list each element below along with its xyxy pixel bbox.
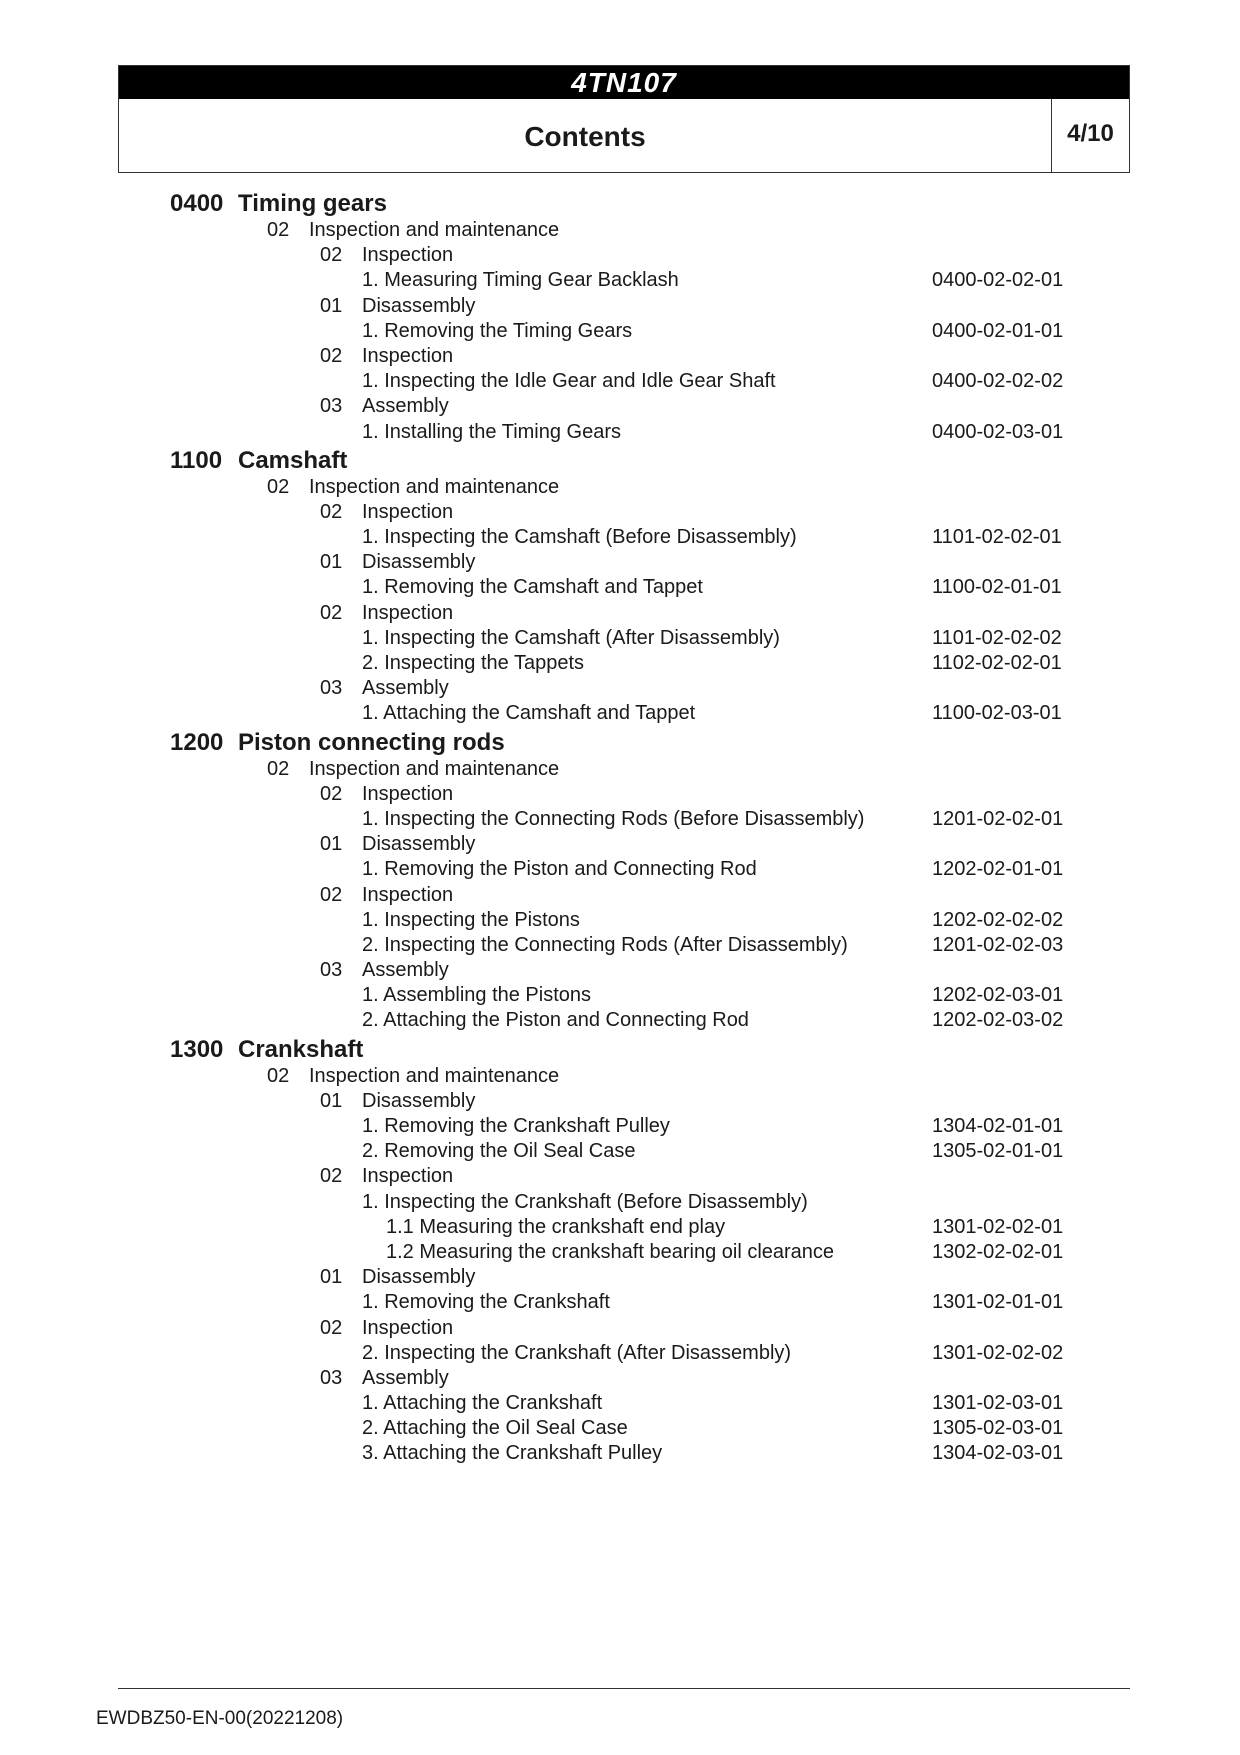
page-title: Contents bbox=[524, 121, 646, 152]
toc-entry bbox=[0, 601, 1240, 626]
entry-title: 1.2 Measuring the crankshaft bearing oil clearance bbox=[386, 1240, 835, 1263]
entry-title: 1. Installing the Timing Gears bbox=[362, 420, 622, 443]
entry-title: 1. Removing the Camshaft and Tappet bbox=[362, 576, 703, 599]
toc-entry bbox=[0, 1265, 1240, 1290]
toc-entry[interactable] bbox=[0, 807, 1240, 832]
entry-title: 1. Removing the Piston and Connecting Rod bbox=[362, 858, 757, 881]
entry-title: Disassembly bbox=[362, 294, 476, 317]
entry-title: Inspection bbox=[362, 344, 454, 367]
section-title: Crankshaft bbox=[238, 1035, 364, 1063]
entry-code: 02 bbox=[320, 500, 343, 523]
entry-title: 1. Removing the Timing Gears bbox=[362, 319, 633, 342]
toc-entry[interactable] bbox=[0, 1290, 1240, 1315]
entry-code: 02 bbox=[320, 601, 343, 624]
toc-entry bbox=[0, 1064, 1240, 1089]
entry-title: 1.1 Measuring the crankshaft end play bbox=[386, 1215, 726, 1238]
section-heading[interactable] bbox=[0, 727, 1240, 757]
entry-title: Inspection bbox=[362, 244, 454, 267]
toc-entry bbox=[0, 1190, 1240, 1215]
entry-reference[interactable]: 1102-02-02-01 bbox=[932, 652, 1062, 674]
entry-title: 3. Attaching the Crankshaft Pulley bbox=[362, 1442, 663, 1465]
entry-reference[interactable]: 1100-02-01-01 bbox=[932, 576, 1062, 599]
entry-title: 2. Attaching the Oil Seal Case bbox=[362, 1417, 628, 1440]
toc-entry bbox=[0, 294, 1240, 319]
toc-entry[interactable] bbox=[0, 575, 1240, 600]
toc-entry bbox=[0, 782, 1240, 807]
toc-entry[interactable] bbox=[0, 701, 1240, 726]
entry-title: 2. Inspecting the Crankshaft (After Disassembly) bbox=[362, 1341, 792, 1364]
entry-code: 01 bbox=[320, 1089, 343, 1112]
toc-entry[interactable] bbox=[0, 1441, 1240, 1466]
toc-entry[interactable] bbox=[0, 1139, 1240, 1164]
entry-reference[interactable]: 1301-02-02-01 bbox=[932, 1215, 1064, 1238]
entry-reference[interactable]: 1201-02-02-03 bbox=[932, 933, 1064, 956]
section-heading[interactable] bbox=[0, 445, 1240, 475]
entry-code: 01 bbox=[320, 294, 343, 317]
entry-code: 02 bbox=[267, 757, 290, 780]
entry-title: Inspection and maintenance bbox=[309, 1064, 560, 1087]
toc-entry[interactable] bbox=[0, 319, 1240, 344]
toc-entry bbox=[0, 958, 1240, 983]
entry-code: 02 bbox=[320, 244, 343, 267]
entry-title: Disassembly bbox=[362, 1266, 476, 1289]
toc-entry bbox=[0, 394, 1240, 419]
entry-code: 01 bbox=[320, 833, 343, 856]
footer-doc-id: EWDBZ50-EN-00(20221208) bbox=[96, 1708, 344, 1729]
entry-title: Inspection bbox=[362, 1316, 454, 1339]
entry-code: 02 bbox=[267, 475, 290, 498]
entry-title: Inspection bbox=[362, 782, 454, 805]
entry-title: Inspection bbox=[362, 500, 454, 523]
toc-entry bbox=[0, 344, 1240, 369]
entry-title: 2. Inspecting the Tappets bbox=[362, 652, 585, 674]
section-title: Timing gears bbox=[238, 190, 387, 217]
entry-title: 2. Attaching the Piston and Connecting Rod bbox=[362, 1009, 749, 1032]
toc-entry[interactable] bbox=[0, 1341, 1240, 1366]
toc-entry[interactable] bbox=[0, 933, 1240, 958]
toc-entry[interactable] bbox=[0, 983, 1240, 1008]
section-heading[interactable] bbox=[0, 188, 1240, 218]
toc-entry bbox=[0, 757, 1240, 782]
section-code: 1300 bbox=[170, 1035, 224, 1063]
toc-entry[interactable] bbox=[0, 1240, 1240, 1265]
toc-entry[interactable] bbox=[0, 857, 1240, 882]
entry-code: 02 bbox=[320, 1316, 343, 1339]
entry-title: 1. Inspecting the Idle Gear and Idle Gear Shaft bbox=[362, 370, 776, 393]
entry-title: Disassembly bbox=[362, 1089, 476, 1112]
page-header bbox=[118, 65, 1130, 173]
toc-entry[interactable] bbox=[0, 525, 1240, 550]
toc-entry bbox=[0, 1366, 1240, 1391]
toc-entry[interactable] bbox=[0, 1416, 1240, 1441]
entry-title: 1. Attaching the Camshaft and Tappet bbox=[362, 702, 696, 725]
entry-title: Assembly bbox=[362, 1366, 449, 1389]
entry-reference[interactable]: 1304-02-01-01 bbox=[932, 1115, 1064, 1137]
toc-entry bbox=[0, 1089, 1240, 1114]
entry-code: 03 bbox=[320, 677, 343, 700]
entry-title: 1. Measuring Timing Gear Backlash bbox=[362, 269, 679, 292]
entry-code: 01 bbox=[320, 551, 343, 574]
entry-title: Inspection and maintenance bbox=[309, 475, 560, 498]
entry-title: 1. Inspecting the Camshaft (After Disassembly) bbox=[362, 626, 780, 649]
entry-code: 02 bbox=[320, 1165, 343, 1188]
toc-entry[interactable] bbox=[0, 1008, 1240, 1033]
toc-entry bbox=[0, 550, 1240, 575]
entry-reference[interactable]: 0400-02-02-01 bbox=[932, 269, 1064, 292]
toc-entry bbox=[0, 832, 1240, 857]
entry-reference[interactable]: 1301-02-01-01 bbox=[932, 1291, 1064, 1314]
toc-entry[interactable] bbox=[0, 1114, 1240, 1139]
toc-entry[interactable] bbox=[0, 626, 1240, 651]
table-of-contents bbox=[0, 188, 1240, 1467]
entry-title: Inspection bbox=[362, 1165, 454, 1188]
entry-title: 2. Removing the Oil Seal Case bbox=[362, 1140, 636, 1163]
entry-reference[interactable]: 0400-02-02-02 bbox=[932, 370, 1064, 393]
toc-entry bbox=[0, 475, 1240, 500]
entry-reference[interactable]: 1304-02-03-01 bbox=[932, 1442, 1064, 1465]
section-code: 0400 bbox=[170, 190, 224, 217]
entry-reference[interactable]: 1202-02-03-02 bbox=[932, 1009, 1064, 1032]
entry-code: 03 bbox=[320, 395, 343, 418]
entry-title: Assembly bbox=[362, 677, 449, 700]
entry-reference[interactable]: 1305-02-03-01 bbox=[932, 1417, 1064, 1440]
entry-title: 1. Inspecting the Camshaft (Before Disassembly) bbox=[362, 526, 797, 549]
entry-title: Assembly bbox=[362, 395, 449, 418]
entry-reference[interactable]: 1201-02-02-01 bbox=[932, 807, 1064, 830]
entry-reference[interactable]: 1101-02-02-02 bbox=[932, 626, 1062, 649]
entry-code: 02 bbox=[267, 219, 290, 241]
entry-title: Inspection and maintenance bbox=[309, 757, 560, 780]
entry-title: 2. Inspecting the Connecting Rods (After Disassembly) bbox=[362, 933, 848, 956]
section-title: Piston connecting rods bbox=[238, 728, 505, 756]
entry-title: Inspection bbox=[362, 601, 454, 624]
entry-code: 03 bbox=[320, 1366, 343, 1389]
section-title: Camshaft bbox=[238, 446, 348, 474]
entry-title: 1. Inspecting the Pistons bbox=[362, 908, 580, 931]
entry-reference[interactable]: 1100-02-03-01 bbox=[932, 702, 1062, 725]
section-code: 1200 bbox=[170, 728, 224, 756]
toc-entry bbox=[0, 676, 1240, 701]
toc-entry bbox=[0, 1316, 1240, 1341]
entry-title: Disassembly bbox=[362, 551, 476, 574]
entry-title: 1. Removing the Crankshaft Pulley bbox=[362, 1115, 670, 1137]
toc-entry[interactable] bbox=[0, 908, 1240, 933]
entry-reference[interactable]: 1305-02-01-01 bbox=[932, 1140, 1064, 1163]
entry-reference[interactable]: 1202-02-02-02 bbox=[932, 908, 1064, 931]
entry-code: 02 bbox=[267, 1064, 290, 1087]
toc-entry[interactable] bbox=[0, 1391, 1240, 1416]
entry-code: 02 bbox=[320, 883, 343, 906]
entry-title: Disassembly bbox=[362, 833, 476, 856]
entry-code: 01 bbox=[320, 1266, 343, 1289]
entry-title: 1. Removing the Crankshaft bbox=[362, 1291, 610, 1314]
entry-title: Inspection bbox=[362, 883, 454, 906]
entry-title: Inspection and maintenance bbox=[309, 219, 560, 241]
entry-reference[interactable]: 1301-02-02-02 bbox=[932, 1341, 1064, 1364]
entry-reference[interactable]: 0400-02-03-01 bbox=[932, 420, 1064, 443]
entry-code: 03 bbox=[320, 959, 343, 982]
footer-divider bbox=[118, 1688, 1130, 1689]
title-row bbox=[119, 99, 1129, 172]
entry-code: 02 bbox=[320, 782, 343, 805]
entry-reference[interactable]: 1202-02-03-01 bbox=[932, 984, 1064, 1007]
entry-reference[interactable]: 1101-02-02-01 bbox=[932, 526, 1062, 549]
entry-title: 1. Inspecting the Crankshaft (Before Disassembly) bbox=[362, 1190, 808, 1213]
toc-entry bbox=[0, 243, 1240, 268]
toc-entry[interactable] bbox=[0, 268, 1240, 293]
entry-reference[interactable]: 1302-02-02-01 bbox=[932, 1240, 1064, 1263]
entry-title: 1. Attaching the Crankshaft bbox=[362, 1392, 603, 1415]
toc-entry bbox=[0, 1164, 1240, 1189]
toc-entry[interactable] bbox=[0, 1215, 1240, 1240]
toc-entry bbox=[0, 218, 1240, 243]
toc-entry bbox=[0, 500, 1240, 525]
entry-reference[interactable]: 0400-02-01-01 bbox=[932, 319, 1064, 342]
page-number: 4/10 bbox=[1051, 99, 1129, 172]
entry-title: Assembly bbox=[362, 959, 449, 982]
toc-entry[interactable] bbox=[0, 420, 1240, 445]
entry-title: 1. Assembling the Pistons bbox=[362, 984, 592, 1007]
section-heading[interactable] bbox=[0, 1034, 1240, 1064]
entry-title: 1. Inspecting the Connecting Rods (Before Disassembly) bbox=[362, 807, 865, 830]
model-banner: 4TN107 bbox=[119, 66, 1129, 99]
entry-reference[interactable]: 1202-02-01-01 bbox=[932, 858, 1064, 881]
entry-code: 02 bbox=[320, 344, 343, 367]
toc-entry[interactable] bbox=[0, 369, 1240, 394]
toc-entry[interactable] bbox=[0, 651, 1240, 676]
section-code: 1100 bbox=[170, 446, 223, 474]
toc-entry bbox=[0, 883, 1240, 908]
entry-reference[interactable]: 1301-02-03-01 bbox=[932, 1392, 1064, 1415]
